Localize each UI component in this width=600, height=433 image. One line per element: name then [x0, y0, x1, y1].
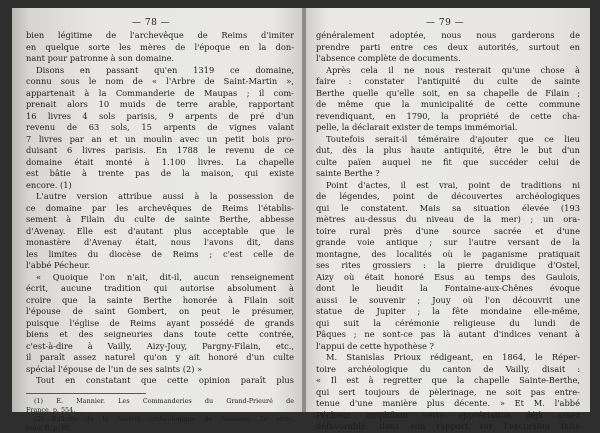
text-line: aussi le souvenir ; Jouy où l'on découvrit une [316, 294, 580, 305]
footnote-line: (1) E. Mannier. Les Commanderies du Grand-Prieuré de [34, 396, 294, 405]
text-line: bien légitime de l'archevêque de Reims d'imiter [26, 30, 294, 40]
text-line: défavorable, dans son rapport sur l'excursion faite [316, 421, 580, 431]
text-line: sainte Berthe ? [316, 168, 380, 178]
text-line: est bâtie à trente pas de la maison, qui existe [26, 168, 294, 178]
text-line: Disons en passant qu'en 1319 ce domaine, [36, 64, 294, 75]
text-line: revendiquant, en 1790, la propriété de cette cha- [316, 110, 580, 121]
footnote-rule [26, 393, 146, 394]
text-line: 16 livres 4 sols parisis, 9 arpents de pré d'un [26, 110, 294, 121]
text-line: Tout en constatant que cette opinion paraît plus [36, 375, 294, 385]
text-line: pelle, la déclarait exister de temps immémorial. [316, 122, 518, 132]
text-line: Berthe quelle qu'elle soit, en sa chapelle de Filain ; [316, 87, 580, 98]
text-line: toire rural près d'une source sacrée et d'une [316, 225, 580, 236]
text-line: grande voie antique ; sur l'autre versant de la [316, 237, 580, 247]
text-line: toire archéologique du canton de Vailly, disait : [316, 363, 580, 374]
text-line: croire que la sainte Berthe honorée à Filain soit [26, 294, 294, 305]
text-line: de légendes, point de découvertes archéologiques [316, 191, 580, 201]
text-line: en quelque sorte les mères de l'époque en la don- [26, 41, 294, 52]
text-line: spécial l'épouse de l'un de ses saints (2) » [26, 363, 203, 374]
right-page-number: — 79 — [426, 18, 465, 28]
text-line: duisant 6 livres parisis. En 1788 le revenu de ce [26, 145, 294, 155]
text-line: tenue d'une manière plus décente. » Et M. l'abbé [316, 398, 580, 408]
text-line: l'appui de cette hypothèse ? [316, 340, 434, 351]
right-page-body [316, 30, 580, 433]
text-line: l'abbé Pécheur. [26, 260, 91, 270]
text-line: les limites du diocèse de Reims ; c'est celle de [26, 248, 294, 259]
text-line: ses rites grossiers : la pierre druidique d'Ostel, [316, 260, 580, 270]
text-line: Toutefois serait-il téméraire d'ajouter que ce lieu [326, 133, 580, 144]
text-line: connu sous le nom de « l'Arbre de Saint-Martin », [26, 76, 294, 86]
text-line: culte païen auquel ne fit que succéder celui de [316, 156, 580, 167]
footnote-line: (2) Bulletin de la Société archéologique de Soissons, 2e série, [34, 414, 294, 423]
text-line: l'épouse de saint Gombert, on peut le présumer, [26, 306, 294, 316]
text-line: biens et des seigneuries dans toute cette contrée, [26, 329, 294, 339]
text-line: qui sert toujours de pèlerinage, ne soit pas entre- [316, 386, 580, 397]
text-line: Pâques ; ne sont-ce pas là autant d'indices venant à [316, 329, 580, 339]
text-line: Pécheur, amplifiant cette appréciation déjà assez [316, 409, 580, 420]
text-line: l'absence complète de documents. [316, 53, 461, 63]
text-line: monastère d'Avenay était, nous l'avons dit, dans [26, 237, 294, 247]
text-line: M. Stanislas Prioux rédigeant, en 1864, le Réper- [326, 352, 580, 362]
text-line: dont le lieudit la Fontaine-aux-Chênes évoque [316, 283, 580, 293]
text-line: mètres au-dessus du niveau de la mer) ; un ora- [316, 214, 580, 224]
text-line: généralement adoptée, nous nous garderons de [316, 30, 580, 40]
text-line: L'autre version attribue aussi à la possession de [36, 191, 294, 201]
text-line: d'Avenay. Elle est d'autant plus acceptable que le [26, 225, 294, 236]
footnote-line: tome II, p. 86. [26, 423, 72, 432]
text-line: faire : constater l'antiquité du culte de sainte [316, 76, 580, 86]
footnote-line: France, p. 554. [26, 405, 76, 414]
text-line: c'est-à-dire à Vailly, Aizy-Jouy, Pargny-Filain, etc., [26, 340, 294, 351]
left-footnotes [26, 397, 294, 433]
left-page [12, 8, 302, 432]
text-line: sement à Filain du culte de sainte Berthe, abbesse [26, 214, 294, 224]
text-line: appartenait à la Commanderie de Maupas ; il com- [26, 87, 294, 98]
text-line: nant pour patronne à son domaine. [26, 53, 175, 63]
text-line: qui suit la cérémonie religieuse du lundi de [316, 317, 580, 328]
text-line: prendre parti entre ces deux autorités, surtout en [316, 41, 580, 52]
text-line: qui le constatent. Mais sa situation élevée (193 [316, 202, 580, 213]
text-line: ce domaine par les archevêques de Reims l'établis- [26, 202, 294, 213]
left-page-body [26, 30, 294, 387]
text-line: puisque l'église de Reims ayant possédé de grands [26, 317, 294, 328]
text-line: écrit, aucune tradition qui autorise absolument à [26, 283, 294, 293]
text-line: domaine était monté à 1.100 livres. La chapelle [26, 156, 294, 167]
text-line: revenu de 63 sols, 15 arpents de vignes valant [26, 122, 294, 132]
text-line: « Quoique l'on n'ait, dit-il, aucun renseignement [36, 271, 294, 282]
text-line: Aizy où était honoré Esus au temps des Gaulois, [316, 271, 580, 282]
text-line: de même que la municipalité de cette commune [316, 99, 580, 109]
text-line: il paraît assez naturel qu'on y ait honoré d'un culte [26, 352, 294, 362]
text-line: Après cela il ne nous resterait qu'une chose à [326, 64, 580, 75]
text-line: Point d'actes, il est vrai, point de traditions ni [326, 179, 580, 190]
text-line: prenait alors 10 muids de terre arable, rapportant [26, 99, 294, 109]
text-line: statue de Jupiter ; la fête mondaine elle-même, [316, 306, 580, 316]
left-page-number: — 78 — [132, 18, 171, 28]
text-line: dut, dès la plus haute antiquité, être le but d'un [316, 145, 580, 155]
text-line: montagne, des localités où le paganisme pratiquait [316, 248, 580, 259]
text-line: encore. (1) [26, 179, 72, 190]
text-line: « Il est à regretter que la chapelle Sainte-Berthe, [316, 375, 580, 385]
text-line: 7 livres par an et un moulin avec un petit bois pro- [26, 133, 294, 144]
right-page [306, 8, 590, 431]
